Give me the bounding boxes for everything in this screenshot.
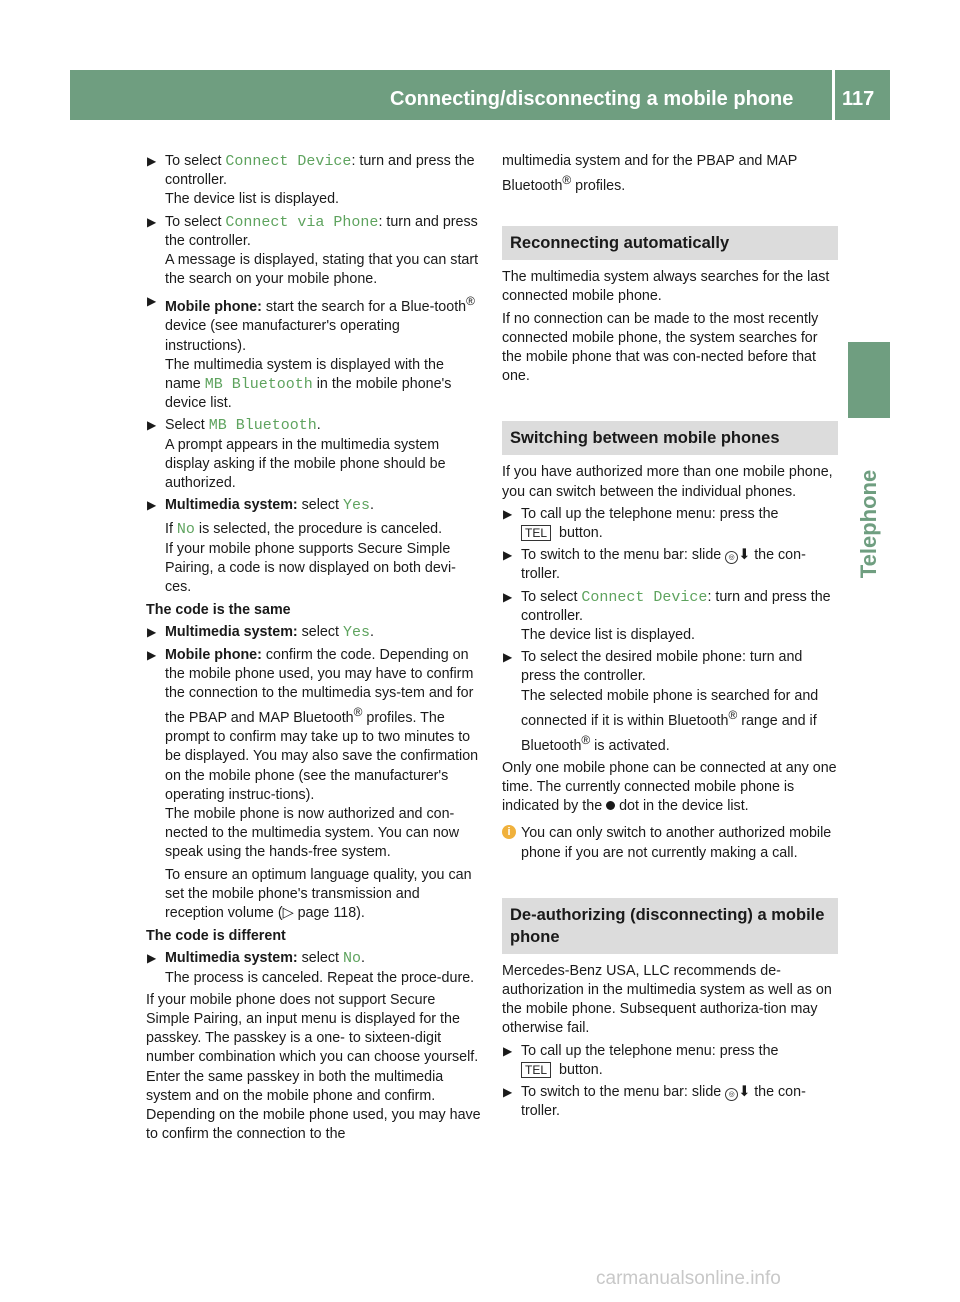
paragraph-reconnect-2: If no connection can be made to the most recently connected mobile phone, the system searches for the mobile phone that was con-nected before that one. bbox=[502, 310, 819, 385]
step-arrow-icon: ▶ bbox=[147, 951, 157, 966]
step-arrow-icon: ▶ bbox=[147, 154, 157, 168]
info-note: i You can only switch to another authorized mobile phone if you are not currently making a call. bbox=[502, 824, 838, 862]
step-arrow-icon: ▶ bbox=[503, 548, 513, 563]
paragraph-reconnect-1: The multimedia system always searches for the last connected mobile phone. bbox=[502, 269, 830, 305]
page-header bbox=[70, 70, 890, 120]
paragraph-deauthorizing: Mercedes-Benz USA, LLC recommends de-authorization in the multimedia system as well as on the mobile phone. Subsequent authoriza-tion may otherwise fail. bbox=[502, 962, 832, 1037]
step-call-telephone-menu: ▶ To call up the telephone menu: press the TEL button. bbox=[503, 505, 779, 541]
step-select-connect-device: ▶ To select Connect Device: turn and press the controller. The device list is displayed. bbox=[147, 153, 475, 208]
slide-down-icon: ⬇ bbox=[738, 1084, 751, 1100]
connected-dot-icon bbox=[606, 801, 615, 810]
step-arrow-icon: ▶ bbox=[147, 625, 157, 640]
step-select-desired-phone: ▶ To select the desired mobile phone: turn and press the controller. The selected mobile phone is searched for and connected if it is within Bluetooth® range and if Bluetooth® is activated. bbox=[503, 649, 819, 754]
subheading-code-same: The code is the same bbox=[146, 602, 291, 619]
slide-down-icon: ⬇ bbox=[738, 547, 751, 564]
paragraph-continued: multimedia system and for the PBAP and MAP Bluetooth® profiles. bbox=[502, 153, 798, 194]
step-arrow-icon: ▶ bbox=[147, 647, 157, 662]
step-select-connect-device-2: ▶ To select Connect Device: turn and press the controller. The device list is displayed. bbox=[503, 588, 831, 644]
step-switch-menu-bar-2: ▶ To switch to the menu bar: slide ◎ ⬇ the con-troller. bbox=[503, 1084, 806, 1120]
step-select-mb-bluetooth: ▶ Select MB Bluetooth. A prompt appears in the multimedia system display asking if the mobile phone should be authorized. bbox=[147, 417, 446, 492]
step-arrow-icon: ▶ bbox=[503, 506, 513, 521]
step-arrow-icon: ▶ bbox=[147, 418, 157, 433]
subheading-code-different: The code is different bbox=[146, 928, 286, 945]
paragraph-one-phone: Only one mobile phone can be connected at any one time. The currently connected mobile phone is indicated by the dot in the device list. bbox=[502, 759, 837, 815]
section-heading-deauthorizing: De-authorizing (disconnecting) a mobile phone bbox=[502, 898, 838, 954]
step-arrow-icon: ▶ bbox=[503, 1085, 513, 1099]
paragraph-switching: If you have authorized more than one mobile phone, you can switch between the individual phones. bbox=[502, 464, 833, 500]
header-title: Connecting/disconnecting a mobile phone bbox=[390, 88, 794, 110]
tel-key-icon: TEL bbox=[521, 1062, 551, 1078]
step-mobile-phone-search: ▶ Mobile phone: start the search for a Blue-tooth® device (see manufacturer's operating instructions). The multimedia system is displayed with the name MB Bluetooth in the mobile phone's device list. bbox=[147, 294, 475, 412]
step-arrow-icon: ▶ bbox=[147, 498, 157, 513]
step-multimedia-yes-2: ▶ Multimedia system: select Yes. bbox=[147, 624, 374, 642]
step-arrow-icon: ▶ bbox=[503, 1043, 513, 1058]
paragraph-passkey: If your mobile phone does not support Secure Simple Pairing, an input menu is displayed for the passkey. The passkey is a one- to sixteen-digit number combination which you can choose yourself. Enter the same passkey in both the multimedia system and on the mobile phone and confirm. Depending on the mobile phone used, you may have to confirm the connection to the bbox=[146, 991, 481, 1143]
header-divider bbox=[832, 70, 835, 120]
side-tab-marker bbox=[848, 342, 890, 418]
step-call-telephone-menu-2: ▶ To call up the telephone menu: press the TEL button. bbox=[503, 1042, 779, 1078]
controller-icon: ◎ bbox=[725, 551, 738, 564]
right-column bbox=[502, 152, 838, 1124]
side-tab-label: Telephone bbox=[856, 469, 881, 579]
section-heading-switching: Switching between mobile phones bbox=[502, 421, 838, 455]
watermark: carmanualsonline.info bbox=[596, 1268, 781, 1289]
step-select-connect-via-phone: ▶ To select Connect via Phone: turn and press the controller. A message is displayed, stating that you can start the search on your mobile phone. bbox=[147, 213, 479, 288]
step-mobile-phone-confirm: ▶ Mobile phone: confirm the code. Depending on the mobile phone used, you may have to confirm the connection to the multimedia sys-tem and for the PBAP and MAP Bluetooth® profiles. The prompt to confirm may take up to two minutes to be displayed. You may also save the confirmation on the mobile phone (see the manufacturer's operating instruc-tions). The mobile phone is now authorized and con-nected to the multimedia system. You can now speak using the hands-free system. To ensure an optimum language quality, you can set the mobile phone's transmission and reception volume (▷ page 118). bbox=[147, 646, 479, 922]
step-switch-menu-bar: ▶ To switch to the menu bar: slide ◎ ⬇ the con-troller. bbox=[503, 547, 806, 583]
step-multimedia-select-yes: ▶ Multimedia system: select Yes. If No is selected, the procedure is canceled. If your mobile phone supports Secure Simple Pairing, a code is now displayed on both devi-ces. bbox=[147, 497, 456, 596]
step-arrow-icon: ▶ bbox=[147, 294, 157, 309]
step-arrow-icon: ▶ bbox=[503, 589, 513, 604]
left-column bbox=[146, 152, 482, 1147]
controller-icon: ◎ bbox=[725, 1088, 738, 1101]
page-number: 117 bbox=[842, 88, 875, 110]
tel-key-icon: TEL bbox=[521, 525, 551, 541]
info-icon: i bbox=[502, 825, 516, 839]
step-arrow-icon: ▶ bbox=[503, 650, 513, 665]
section-heading-reconnecting: Reconnecting automatically bbox=[502, 226, 838, 260]
step-arrow-icon: ▶ bbox=[147, 214, 157, 229]
step-multimedia-no: ▶ Multimedia system: select No. The process is canceled. Repeat the proce-dure. bbox=[147, 950, 475, 986]
